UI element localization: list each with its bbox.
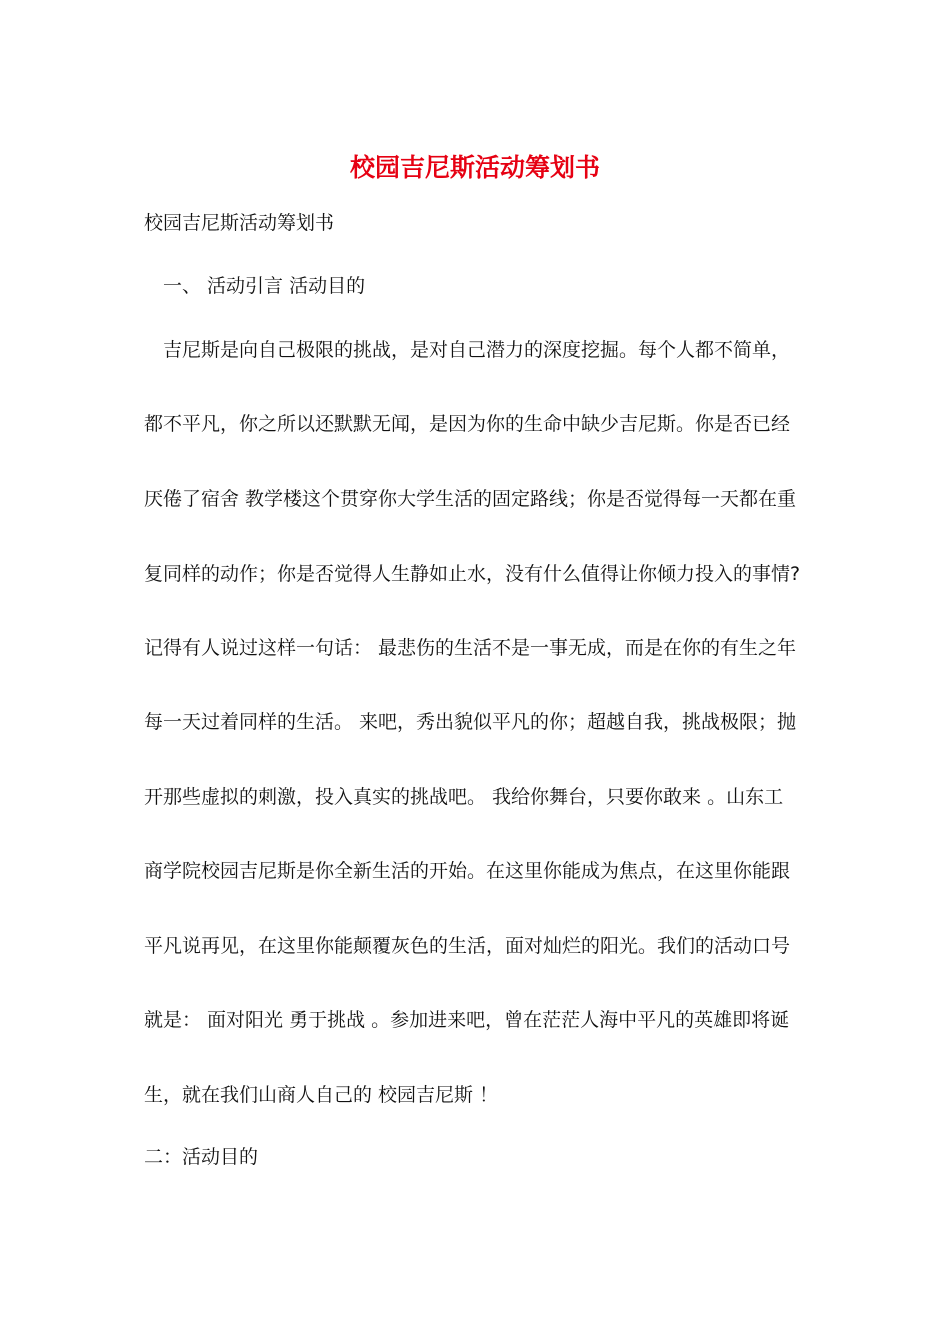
- document-title: 校园吉尼斯活动筹划书: [349, 153, 600, 182]
- section-heading-2: 二：活动目的: [144, 1146, 259, 1168]
- section-heading-1: 一、 活动引言 活动目的: [163, 275, 366, 297]
- paragraph-line: 厌倦了宿舍 教学楼这个贯穿你大学生活的固定路线；你是否觉得每一天都在重: [144, 488, 797, 510]
- paragraph-line: 吉尼斯是向自己极限的挑战，是对自己潜力的深度挖掘。每个人都不简单，: [163, 339, 791, 361]
- paragraph-line: 记得有人说过这样一句话： 最悲伤的生活不是一事无成，而是在你的有生之年: [144, 637, 797, 659]
- paragraph-line: 复同样的动作；你是否觉得人生静如止水，没有什么值得让你倾力投入的事情?: [144, 563, 801, 585]
- paragraph-line: 生，就在我们山商人自己的 校园吉尼斯 ！: [144, 1084, 499, 1106]
- paragraph-line: 每一天过着同样的生活。 来吧，秀出貌似平凡的你；超越自我，挑战极限；抛: [144, 711, 797, 733]
- paragraph-line: 平凡说再见，在这里你能颠覆灰色的生活，面对灿烂的阳光。我们的活动口号: [144, 935, 791, 957]
- paragraph-line: 开那些虚拟的刺激，投入真实的挑战吧。 我给你舞台，只要你敢来 。山东工: [144, 786, 784, 808]
- paragraph-line: 都不平凡，你之所以还默默无闻，是因为你的生命中缺少吉尼斯。你是否已经: [144, 413, 791, 435]
- paragraph-line: 就是： 面对阳光 勇于挑战 。参加进来吧，曾在茫茫人海中平凡的英雄即将诞: [144, 1009, 790, 1031]
- paragraph-line: 商学院校园吉尼斯是你全新生活的开始。在这里你能成为焦点，在这里你能跟: [144, 860, 791, 882]
- document-subtitle: 校园吉尼斯活动筹划书: [144, 212, 335, 234]
